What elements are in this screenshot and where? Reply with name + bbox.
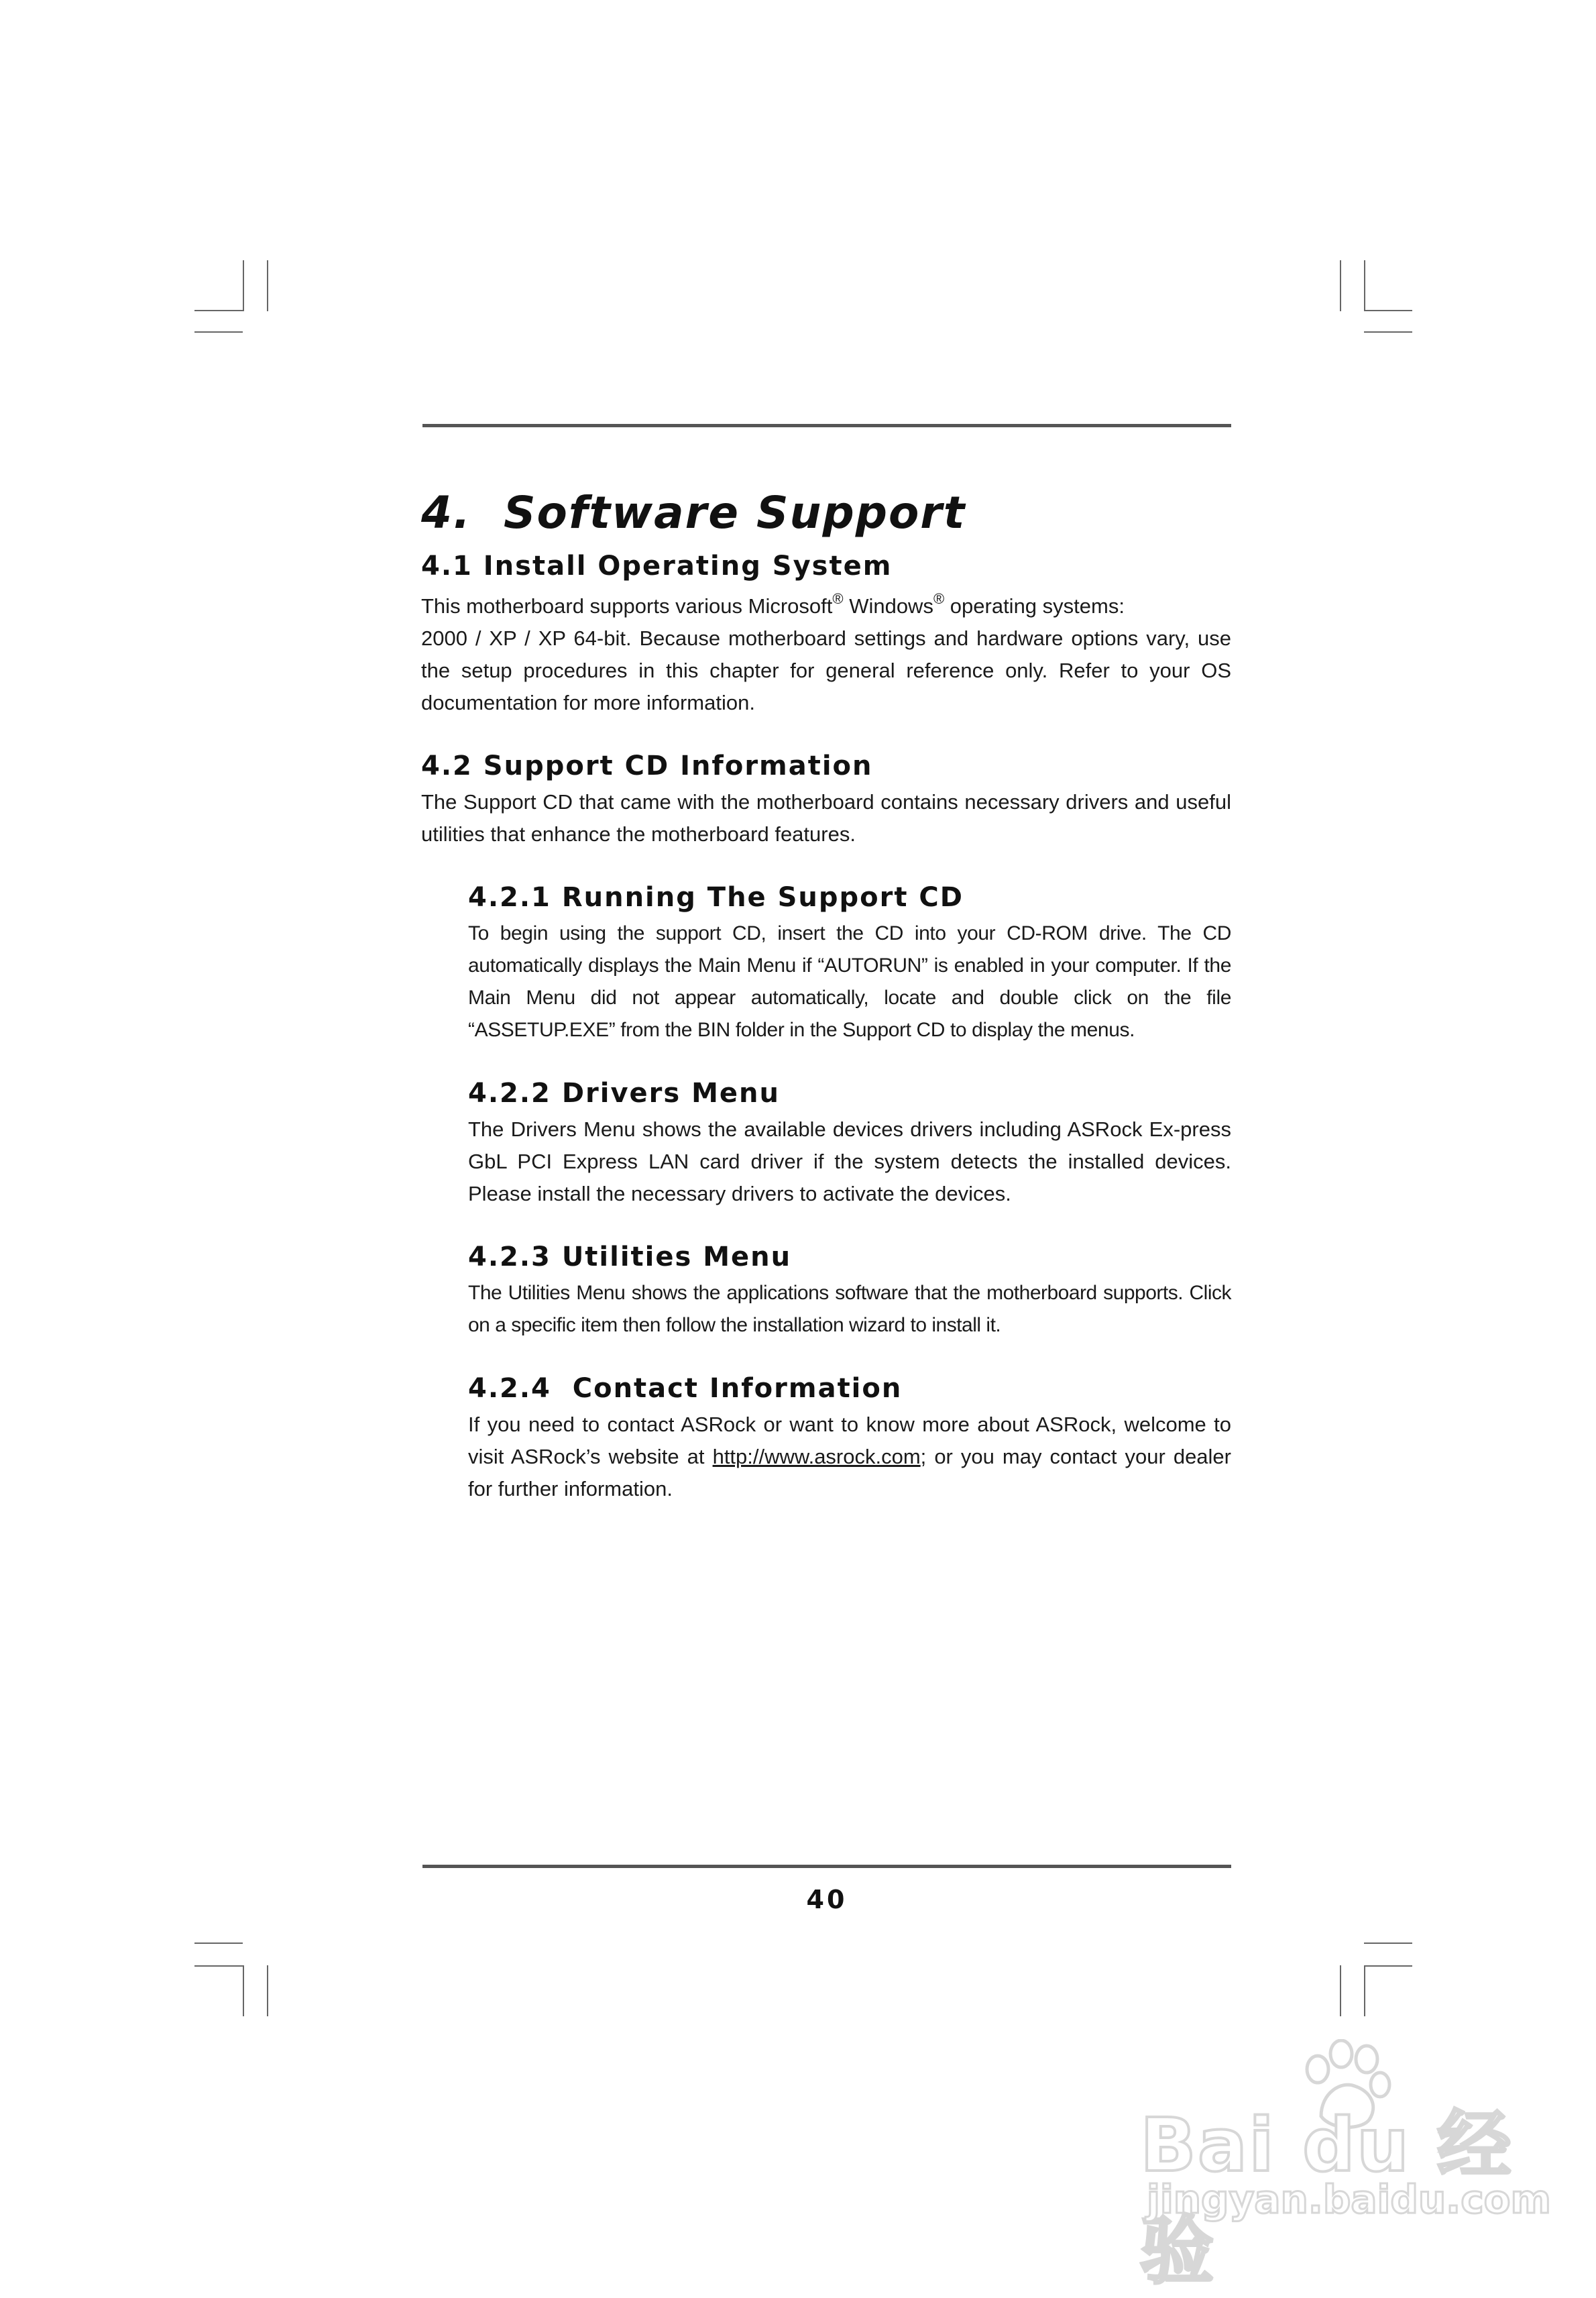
crop-mark <box>1364 310 1412 311</box>
section-4-2-2-paragraph: The Drivers Menu shows the available devices drivers including ASRock Ex-press GbL PCI Express LAN card driver if the system detects the installed devices. Please install the necessary drivers to activate the devices. <box>468 1117 1231 1205</box>
section-heading-4-2-4: 4.2.4 Contact Information <box>468 1373 903 1404</box>
section-heading-4-2-1: 4.2.1 Running The Support CD <box>468 882 964 913</box>
section-4-1-paragraph <box>421 590 1231 719</box>
crop-mark <box>194 310 243 311</box>
os-intro-tail: operating systems: <box>944 594 1125 618</box>
header-rule <box>422 424 1231 427</box>
crop-mark <box>1340 1965 1341 2016</box>
contact-text-lead: If you need to contact ASRock or want to know more about ASRock, welcome to visit ASRock’s website at <box>468 1413 1231 1468</box>
crop-mark <box>1364 1943 1412 1944</box>
section-4-2-paragraph: The Support CD that came with the motherboard contains necessary drivers and useful utilities that enhance the motherboard features. <box>421 790 1231 846</box>
section-heading-4-1: 4.1 Install Operating System <box>421 551 893 582</box>
contact-text-tail: ; or you may contact your dealer for further information. <box>468 1445 1231 1500</box>
section-heading-4-2-3: 4.2.3 Utilities Menu <box>468 1242 792 1272</box>
chapter-number: 4. <box>421 487 471 539</box>
subsection-4-2-1 <box>468 877 1231 1046</box>
subsection-4-2-4 <box>468 1368 1231 1505</box>
crop-mark <box>194 1943 243 1944</box>
crop-mark <box>1340 260 1341 311</box>
section-heading-4-2-2: 4.2.2 Drivers Menu <box>468 1078 781 1109</box>
crop-mark <box>1364 1965 1365 2016</box>
section-4-2-3-paragraph: The Utilities Menu shows the applications software that the motherboard supports. Click on a specific item then follow the installation wizard to install it. <box>468 1282 1231 1336</box>
crop-mark <box>267 260 268 311</box>
section-4-2-1-paragraph: To begin using the support CD, insert the CD into your CD-ROM drive. The CD automatically displays the Main Menu if “AUTORUN” is enabled in your computer. If the Main Menu did not appear automatically, locate and double click on the file “ASSETUP.EXE” from the BIN folder in the Support CD to display the menus. <box>468 922 1231 1041</box>
os-intro-text: This motherboard supports various Microsoft <box>421 594 833 618</box>
crop-mark <box>1364 331 1412 333</box>
registered-mark: ® <box>933 590 945 607</box>
footer-rule <box>422 1865 1231 1868</box>
crop-mark <box>1364 260 1365 311</box>
crop-mark <box>194 331 243 333</box>
crop-mark <box>1364 1965 1412 1967</box>
section-4-2-4-paragraph <box>468 1409 1231 1505</box>
baidu-jingyan-watermark <box>1127 2039 1551 2294</box>
crop-mark <box>243 1965 244 2016</box>
crop-mark <box>194 1965 243 1967</box>
asrock-website-link[interactable]: http://www.asrock.com <box>712 1445 921 1468</box>
chapter-title <box>421 483 1231 543</box>
crop-mark <box>243 260 244 311</box>
page-number: 40 <box>806 1885 848 1914</box>
os-body-text: 2000 / XP / XP 64-bit. Because motherboard settings and hardware options vary, use the setup procedures in this chapter for general reference only. Refer to your OS documentation for more information. <box>421 626 1231 714</box>
subsection-4-2-2 <box>468 1073 1231 1210</box>
chapter-title-text: Software Support <box>504 487 966 539</box>
subsection-4-2-3 <box>468 1237 1231 1342</box>
os-intro-windows: Windows <box>843 594 933 618</box>
watermark-url-text: jingyan.baidu.com <box>1147 2177 1551 2222</box>
watermark-brand-text: Bai du 经验 <box>1140 2102 1513 2294</box>
registered-mark: ® <box>832 590 844 607</box>
page-content <box>421 483 1231 1505</box>
section-heading-4-2: 4.2 Support CD Information <box>421 751 873 781</box>
crop-mark <box>267 1965 268 2016</box>
